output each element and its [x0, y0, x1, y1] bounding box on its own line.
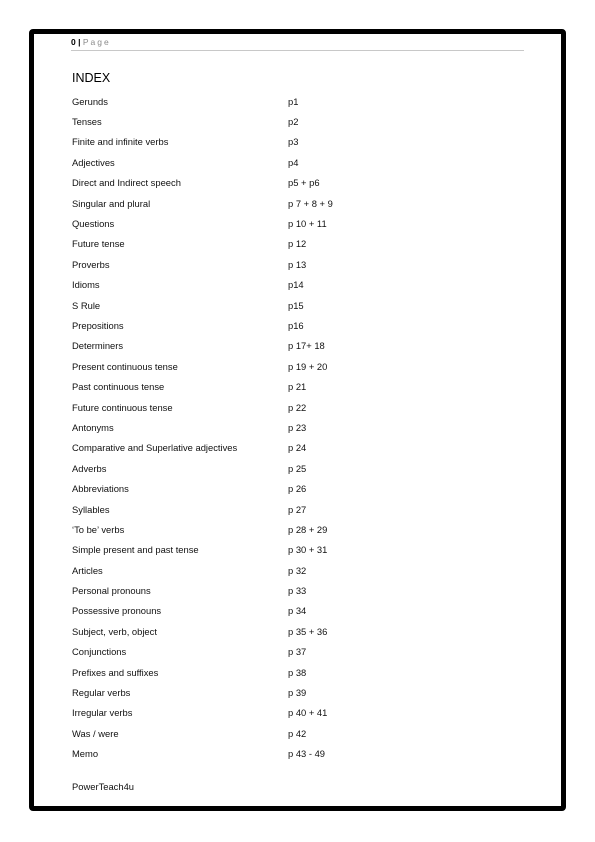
- index-entry-topic: Subject, verb, object: [72, 625, 157, 637]
- index-entry-topic: Conjunctions: [72, 646, 127, 658]
- index-entry: [72, 601, 492, 621]
- index-entry: [72, 111, 492, 131]
- index-entry-topic: Simple present and past tense: [72, 544, 199, 556]
- index-entry: [72, 356, 492, 376]
- index-entry-pages: p 32: [288, 564, 307, 576]
- index-entry-topic: Future tense: [72, 238, 125, 250]
- index-entry-topic: Personal pronouns: [72, 585, 151, 597]
- index-entry-topic: Syllables: [72, 503, 110, 515]
- index-entry-topic: Past continuous tense: [72, 381, 165, 393]
- index-entry-pages: p 13: [288, 258, 307, 270]
- index-entry-pages: p2: [288, 116, 299, 128]
- index-entry: [72, 417, 492, 437]
- index-entry-pages: p 22: [288, 401, 307, 413]
- index-entry-pages: p4: [288, 156, 299, 168]
- page-number-separator: |: [78, 37, 81, 47]
- index-list: [72, 91, 492, 764]
- index-entry: [72, 723, 492, 743]
- index-entry-topic: Was / were: [72, 727, 119, 739]
- index-entry: [72, 560, 492, 580]
- index-entry-topic: ‘To be’ verbs: [72, 523, 125, 535]
- index-entry-pages: p 33: [288, 585, 307, 597]
- index-entry: [72, 336, 492, 356]
- index-entry: [72, 376, 492, 396]
- index-entry-pages: p 7 + 8 + 9: [288, 197, 333, 209]
- index-entry-topic: Comparative and Superlative adjectives: [72, 442, 238, 454]
- index-entry-pages: p15: [288, 299, 304, 311]
- index-entry: [72, 295, 492, 315]
- index-entry-topic: Future continuous tense: [72, 401, 173, 413]
- index-entry: [72, 132, 492, 152]
- index-entry-pages: p 38: [288, 666, 307, 678]
- index-entry-pages: p 40 + 41: [288, 707, 328, 719]
- index-entry-topic: Possessive pronouns: [72, 605, 162, 617]
- index-entry-pages: p 43 - 49: [288, 748, 326, 760]
- index-entry-pages: p 25: [288, 462, 307, 474]
- index-entry-topic: Finite and infinite verbs: [72, 136, 169, 148]
- index-entry-pages: p16: [288, 319, 304, 331]
- index-entry: [72, 744, 492, 764]
- index-entry-topic: Adjectives: [72, 156, 115, 168]
- index-entry-pages: p 30 + 31: [288, 544, 328, 556]
- page-header: [71, 36, 524, 51]
- index-entry: [72, 580, 492, 600]
- index-entry-topic: Tenses: [72, 116, 102, 128]
- index-entry-pages: p 35 + 36: [288, 625, 328, 637]
- index-entry: [72, 703, 492, 723]
- index-entry-topic: Regular verbs: [72, 687, 131, 699]
- index-entry-pages: p14: [288, 279, 304, 291]
- index-entry: [72, 438, 492, 458]
- index-title: INDEX: [72, 71, 111, 85]
- index-entry-pages: p 12: [288, 238, 307, 250]
- index-entry: [72, 234, 492, 254]
- index-entry-pages: p 10 + 11: [288, 218, 327, 230]
- index-entry-pages: p 26: [288, 483, 307, 495]
- index-entry-pages: p1: [288, 95, 299, 107]
- index-entry-topic: S Rule: [72, 299, 101, 311]
- index-entry-pages: p 21: [288, 381, 307, 393]
- index-entry-pages: p 24: [288, 442, 307, 454]
- index-entry-topic: Proverbs: [72, 258, 110, 270]
- index-entry: [72, 499, 492, 519]
- index-entry-topic: Adverbs: [72, 462, 107, 474]
- index-entry-topic: Abbreviations: [72, 483, 129, 495]
- index-entry: [72, 275, 492, 295]
- index-entry-topic: Antonyms: [72, 421, 114, 433]
- index-entry: [72, 152, 492, 172]
- index-entry-pages: p 19 + 20: [288, 360, 328, 372]
- footer-brand: PowerTeach4u: [72, 781, 135, 792]
- index-entry-topic: Prefixes and suffixes: [72, 666, 159, 678]
- index-entry: [72, 193, 492, 213]
- index-entry-topic: Singular and plural: [72, 197, 151, 209]
- index-entry: [72, 173, 492, 193]
- index-entry-pages: p 17+ 18: [288, 340, 325, 352]
- index-entry-pages: p 28 + 29: [288, 523, 328, 535]
- index-entry-pages: p 39: [288, 687, 307, 699]
- index-entry: [72, 662, 492, 682]
- index-entry: [72, 682, 492, 702]
- index-entry-topic: Idioms: [72, 279, 100, 291]
- index-entry: [72, 540, 492, 560]
- index-entry-topic: Irregular verbs: [72, 707, 133, 719]
- index-entry-pages: p5 + p6: [288, 177, 320, 189]
- index-entry-topic: Determiners: [72, 340, 124, 352]
- index-entry: [72, 621, 492, 641]
- index-entry: [72, 397, 492, 417]
- index-entry: [72, 642, 492, 662]
- index-entry: [72, 91, 492, 111]
- index-entry-pages: p3: [288, 136, 299, 148]
- index-entry: [72, 315, 492, 335]
- index-entry-topic: Direct and Indirect speech: [72, 177, 181, 189]
- index-entry: [72, 478, 492, 498]
- index-entry-topic: Gerunds: [72, 95, 108, 107]
- index-entry-pages: p 42: [288, 727, 307, 739]
- index-entry-topic: Articles: [72, 564, 103, 576]
- index-entry: [72, 519, 492, 539]
- index-entry-topic: Memo: [72, 748, 99, 760]
- index-entry: [72, 458, 492, 478]
- index-entry-pages: p 27: [288, 503, 307, 515]
- index-entry-topic: Present continuous tense: [72, 360, 178, 372]
- page-label: Page: [82, 37, 111, 47]
- index-entry-pages: p 34: [288, 605, 307, 617]
- index-entry-pages: p 37: [288, 646, 307, 658]
- page-number: 0: [71, 37, 76, 47]
- index-entry-pages: p 23: [288, 421, 307, 433]
- index-entry-topic: Prepositions: [72, 319, 124, 331]
- index-entry: [72, 254, 492, 274]
- index-entry-topic: Questions: [72, 218, 115, 230]
- index-entry: [72, 213, 492, 233]
